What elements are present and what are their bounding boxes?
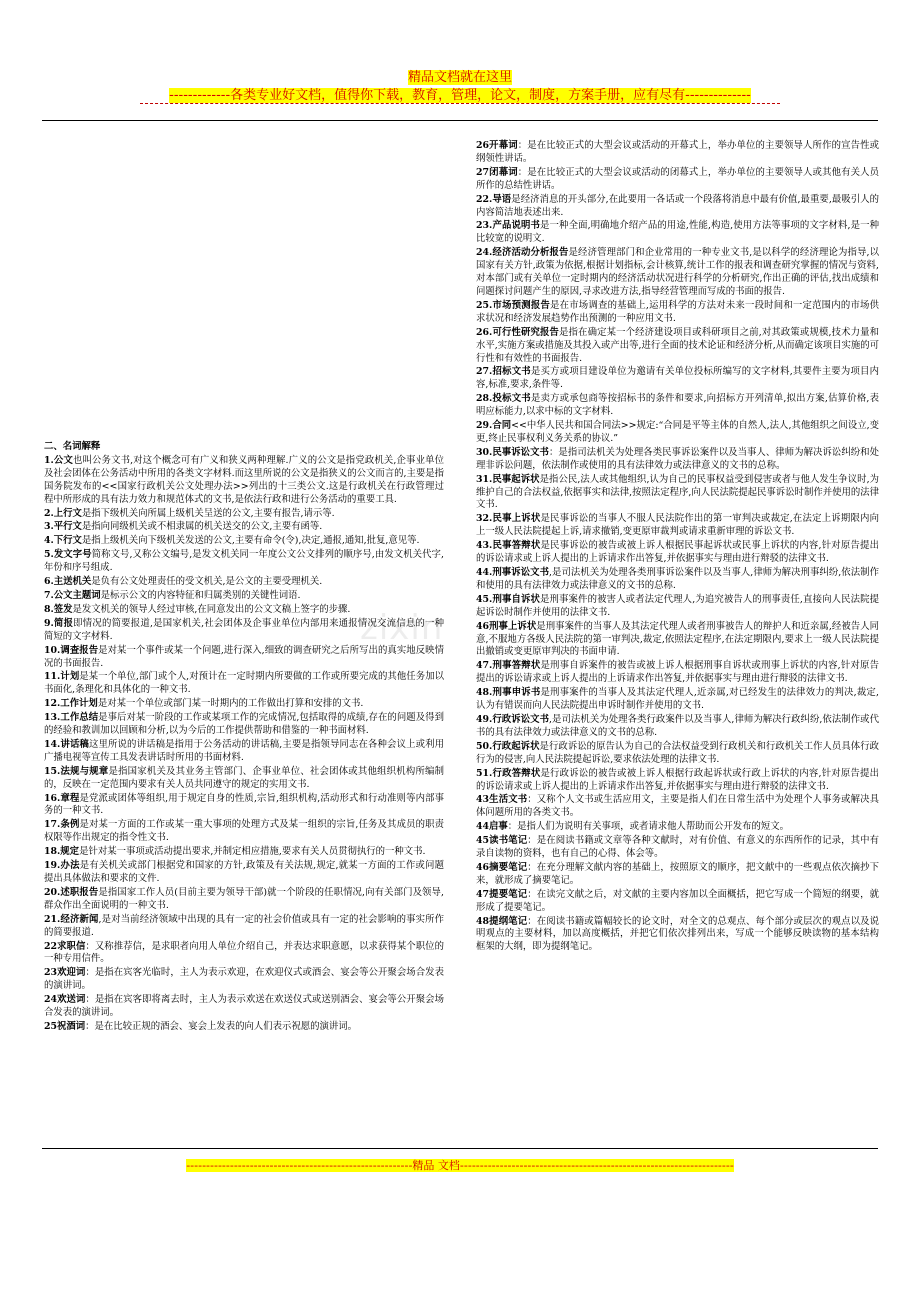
term-definition: ,是司法机关为处理各类行政案件以及当事人,律师为解决行政纠纷,依法制作或代书的具有法律效力或法律意义的文书的总称. [476, 713, 879, 738]
term-entry [476, 420, 879, 446]
term-label: 50.行政起诉状 [476, 740, 540, 752]
term-entry [44, 590, 444, 603]
term-label: 43生活文书 [476, 794, 528, 806]
term-entry [476, 621, 879, 660]
term-definition: ,是对当前经济领域中出现的具有一定的社会价值或具有一定的社会影响的事实所作的简要报道. [44, 913, 445, 938]
term-definition: ：是指司法机关为处理各类民事诉讼案件以及当事人、律师为解决诉讼纠纷和处理非诉讼问题，依法制作或使用的具有法律效力或法律意义的文书的总称。 [476, 446, 879, 471]
term-entry [44, 455, 444, 507]
term-definition: 是标示公文的内容特征和归属类别的关键性词语. [100, 589, 301, 601]
term-label: 12.工作计划 [44, 698, 98, 710]
term-label: 51.行政答辩状 [476, 767, 541, 779]
term-label: 4.下行文 [44, 535, 82, 547]
term-label: 16.章程 [44, 792, 80, 804]
term-entry [44, 671, 444, 697]
term-label: 43.民事答辩状 [476, 540, 541, 552]
term-label: 11.计划 [44, 671, 80, 683]
term-entry [476, 220, 879, 246]
term-label: 45读书笔记 [476, 835, 528, 847]
term-entry [44, 618, 444, 644]
term-label: 29.合同 [476, 420, 512, 432]
term-definition: ：在充分理解文献内容的基础上，按照原文的顺序，把文献中的一些观点依次摘抄下来，就形成了摘要笔记。 [476, 861, 879, 886]
term-definition: 这里所说的讲话稿是指用于公务活动的讲话稿,主要是指领导同志在各种会议上或利用广播电视等宣传工具发表讲话时所用的书面材料. [44, 738, 445, 763]
term-entry [476, 194, 879, 220]
term-definition: 是刑事案件的当事人及其法定代理人,近亲属,对已经发生的法律效力的判决,裁定,认为有错误而向人民法院提出申诉时制作并使用的文书. [476, 687, 879, 712]
term-label: 48提纲笔记 [476, 915, 528, 927]
term-entry [476, 889, 879, 915]
term-entry [476, 140, 879, 166]
term-definition: 是对某一个单位或部门某一时期内的工作做出打算和安排的文书. [97, 698, 364, 710]
term-label: 10.调查报告 [44, 644, 99, 656]
term-definition: ：是在比较正规的酒会、宴会上发表的向人们表示祝愿的演讲词。 [85, 1020, 358, 1032]
term-entry [44, 846, 444, 859]
term-label: 31.民事起诉状 [476, 473, 540, 485]
term-label: 24欢送词 [44, 994, 86, 1006]
term-entry [476, 474, 879, 513]
term-entry [44, 766, 444, 792]
term-label: 30.民事诉讼文书 [476, 446, 549, 458]
term-definition: 是经济管理部门和企业常用的一种专业文书,是以科学的经济理论为指导,以国家有关方针,政策为依据,根据计划指标,会计核算,统计工作的报表和调查研究掌握的情况与资料,对本部门或有关单位一定时期内的经济活动状况进行科学的分析研究,作出正确的评估,找出成绩和问题探讨问题产生的原因,寻求改进方法,指导经营管理而写成的书面的报告. [476, 247, 880, 297]
left-column [44, 441, 444, 1035]
term-definition: 是民事诉讼的被告或被上诉人根据民事起诉状或民事上诉状的内容,针对原告提出的诉讼请求或上诉人提出的上诉请求作出答复,并依据事实与理由进行辩驳的法律文书. [476, 540, 880, 565]
term-entry [44, 698, 444, 711]
term-label: 5.发文字号 [44, 549, 92, 561]
term-label: 19.办法 [44, 860, 80, 872]
term-entry [44, 521, 444, 534]
term-definition: 是党派或团体等组织,用于规定自身的性质,宗旨,组织机构,活动形式和行动准则等内部事务的一种文书. [44, 792, 444, 817]
term-definition: 是指下级机关向所属上级机关呈送的公文,主要有报告,请示等. [81, 507, 335, 519]
term-entry [44, 535, 444, 548]
term-entry [476, 300, 879, 326]
term-definition: ：是指人们为说明有关事项，或者请求他人帮助而公开发布的短文。 [507, 821, 790, 833]
term-definition: <<中华人民共和国合同法>>规定:“合同是平等主体的自然人,法人,其他组织之间设立,变更,终止民事权利义务关系的协议.” [476, 420, 879, 444]
term-definition: 简称文号,又称公文编号,是发文机关同一年度公文公文排列的顺序号,由发文机关代字,年份和序号组成. [44, 549, 444, 574]
term-label: 18.规定 [44, 846, 80, 858]
term-label: 13.工作总结 [44, 712, 99, 724]
term-definition: 是事后对某一阶段的工作或某项工作的完成情况,包括取得的成绩,存在的问题及得到的经验和教训加以回顾和分析,以为今后的工作提供帮助和借鉴的一种书面材料. [44, 712, 444, 737]
term-definition: 是行政诉讼的被告或被上诉人根据行政起诉状或行政上诉状的内容,针对原告提出的诉讼请求或上诉人提出的上诉请求作出答复,并依据事实与理由进行辩驳的法律文书. [476, 767, 880, 792]
term-entry [44, 967, 444, 993]
term-label: 3.平行文 [44, 521, 82, 533]
term-label: 9.简报 [44, 617, 74, 629]
term-label: 7.公文主题词 [44, 589, 101, 601]
right-column [476, 140, 879, 955]
term-label: 46刑事上诉状 [476, 620, 537, 632]
term-entry [44, 914, 444, 940]
term-label: 48.刑事申诉书 [476, 687, 541, 699]
term-entry [476, 366, 879, 392]
header-subtitle-text: -------------各类专业好文档，值得你下载，教育，管理，论文，制度，方案手册，应有尽有-------------- [169, 88, 751, 103]
term-entry [44, 1021, 444, 1034]
term-entry [476, 513, 879, 539]
term-definition: 是负有公文处理责任的受文机关,是公文的主要受理机关. [91, 576, 323, 588]
term-entry [44, 712, 444, 738]
term-entry [44, 739, 444, 765]
term-definition: 是指上级机关向下级机关发送的公文,主要有命令(令),决定,通报,通知,批复,意见等. [81, 535, 420, 547]
term-entry [44, 819, 444, 845]
term-entry [476, 768, 879, 794]
term-definition: 是民事诉讼的当事人不服人民法院作出的第一审判决或裁定,在法定上诉期限内向上一级人民法院提起上诉,请求撤销,变更原审裁判或请求重新审理的诉讼文书. [476, 513, 880, 538]
term-label: 22求职信 [44, 940, 86, 952]
section-title: 二、名词解释 [44, 441, 101, 452]
term-definition: ：在读完文献之后，对文献的主要内容加以全面概括，把它写成一个简短的纲要，就形成了提要笔记。 [476, 888, 879, 913]
term-definition: ：是指在宾客即将离去时，主人为表示欢送在欢送仪式或送别酒会、宴会等公开聚会场合发表的演讲词。 [44, 994, 444, 1019]
term-label: 26.可行性研究报告 [476, 326, 560, 338]
term-entry [476, 393, 879, 419]
term-entry [476, 862, 879, 888]
term-label: 47提要笔记 [476, 888, 528, 900]
term-label: 32.民事上诉状 [476, 513, 541, 525]
term-label: 27.招标文书 [476, 366, 531, 378]
term-entry [476, 447, 879, 473]
term-definition: 是对某一个事件或某一个问题,进行深入,细致的调查研究之后所写出的真实地反映情况的书面报告. [44, 644, 444, 669]
term-definition: 是刑事自诉案件的被告或被上诉人根据刑事自诉状或刑事上诉状的内容,针对原告提出的诉讼请求或上诉人提出的上诉请求作出答复,并依据事实与理由进行辩驳的法律文书. [476, 660, 880, 685]
header-title-text: 精品文档就在这里 [407, 70, 512, 85]
term-label: 28.投标文书 [476, 393, 531, 405]
term-entry [476, 687, 879, 713]
term-definition: 是有关机关或部门根据党和国家的方针,政策及有关法规,规定,就某一方面的工作或问题提出具体做法和要求的文件. [44, 860, 444, 884]
term-definition: 是经济消息的开头部分,在此要用一各话或一个段落将消息中最有价值,最重要,最吸引人的内容简洁地表述出来. [476, 193, 880, 218]
term-definition: ：是在比较正式的大型会议或活动的闭幕式上，举办单位的主要领导人或其他有关人员所作的总结性讲话。 [476, 166, 879, 191]
term-label: 8.签发 [44, 603, 73, 615]
term-definition: 是卖方或承包商等按招标书的条件和要求,向招标方开列清单,拟出方案,估算价格,表明应标能力,以求中标的文字材料. [476, 393, 879, 418]
term-label: 20.述职报告 [44, 886, 99, 898]
term-definition: 是发文机关的领导人经过审核,在同意发出的公文文稿上签字的步骤. [72, 603, 351, 615]
term-label: 6.主送机关 [44, 576, 92, 588]
term-label: 22.导语 [476, 193, 512, 205]
term-definition: 是刑事案件的被害人或者法定代理人,为追究被告人的刑事责任,直接向人民法院提起诉讼时制作并使用的法律文书. [476, 593, 880, 618]
term-label: 21.经济新闻 [44, 913, 99, 925]
term-entry [44, 576, 444, 589]
term-label: 46摘要笔记 [476, 861, 528, 873]
footer-text: ---------------------------------------------------------精品 文档--------------------------------------------------------------------- [186, 1159, 734, 1172]
term-label: 25.市场预测报告 [476, 299, 551, 311]
term-label: 27闭幕词 [476, 166, 518, 178]
term-label: 24.经济活动分析报告 [476, 247, 569, 259]
term-label: 15.法规与规章 [44, 765, 109, 777]
term-definition: 是指向同级机关或不相隶属的机关送交的公文,主要有函等. [81, 521, 323, 533]
term-label: 49.行政诉讼文书 [476, 713, 550, 725]
term-definition: 即情况的简要报道,是国家机关,社会团体及企事业单位内部用来通报情况交流信息的一种简短的文字材料. [44, 617, 444, 642]
term-entry [44, 508, 444, 521]
term-definition: ：是在比较正式的大型会议或活动的开幕式上，举办单位的主要领导人所作的宣告性或纲领性讲话。 [476, 140, 879, 164]
term-definition: ：是在阅读书籍或文章等各种文献时，对有价值、有意义的东西所作的记录，其中有录自读物的资料，也有自己的心得、体会等。 [476, 835, 879, 860]
term-entry [476, 821, 879, 834]
term-entry [476, 594, 879, 620]
term-entry [476, 794, 879, 820]
term-definition: 也叫公务文书,对这个概念可有广义和狭义两种理解.广义的公文是指党政机关,企事业单位及社会团体在公务活动中所用的各类文字材料.而这里所说的公文是指狭义的公文而言的,主要是指国务院发布的<<国家行政机关公文处理办法>>列出的十三类公文.这是行政机关在行政管理过程中所形成的具有法力效力和规范体式的文书,是依法行政和进行公务活动的重要工具. [44, 454, 444, 505]
term-label: 25祝酒词 [44, 1020, 86, 1032]
term-definition: ,是司法机关为处理各类刑事诉讼案件以及当事人,律师为解决刑事纠纷,依法制作和使用的具有法律效力或法律意义的文书的总称. [476, 567, 879, 591]
term-label: 26开幕词 [476, 140, 518, 151]
term-definition: 是指国家机关及其业务主管部门、企事业单位、社会团体或其他组织机构所编制的，反映在一定范围内要求有关人员共同遵守的规定的实用文书. [44, 765, 444, 790]
term-entry [476, 660, 879, 686]
term-definition: 是在市场调查的基础上,运用科学的方法对未来一段时间和一定范围内的市场供求状况和经济发展趋势作出预测的一种应用文书. [476, 299, 879, 324]
term-entry [476, 247, 879, 299]
term-label: 44.刑事诉讼文书 [476, 567, 550, 578]
term-definition: 是某一个单位,部门或个人,对预计在一定时期内所要做的工作或所要完成的其他任务加以书面化,条理化和具体化的一种文书. [44, 671, 445, 696]
term-definition: ：又称推荐信，是求职者向用人单位介绍自己，并表达求职意愿，以求获得某个职位的一种专用信件。 [44, 940, 444, 965]
term-label: 1.公文 [44, 454, 73, 466]
term-entry [44, 793, 444, 819]
term-label: 47.刑事答辩状 [476, 660, 541, 672]
term-label: 23欢迎词 [44, 967, 86, 979]
header-title [0, 66, 920, 85]
header-dashed-divider [140, 103, 780, 104]
term-definition: 是指国家工作人员(目前主要为领导干部)就一个阶段的任职情况,向有关部门及领导,群众作出全面说明的一种文书. [44, 886, 445, 911]
term-definition: 是行政诉讼的原告认为自己的合法权益受到行政机关和行政机关工作人员具体行政行为的侵害,向人民法院提起诉讼,要求依法处理的法律文书. [476, 740, 879, 765]
term-definition: 是一种全面,明确地介绍产品的用途,性能,构造,使用方法等事项的文字材料,是一种比较宽的说明文. [476, 220, 880, 245]
term-entry [44, 994, 444, 1020]
term-label: 45.刑事自诉状 [476, 593, 541, 605]
term-definition: ：在阅读书籍或篇幅较长的论文时，对全文的总观点、每个部分或层次的观点以及说明观点的主要材料，加以高度概括，并把它们依次排列出来，写成一个能够反映读物的基本结构框架的大纲，即为提纲笔记。 [476, 915, 879, 953]
term-entry [44, 645, 444, 671]
term-label: 44启事 [476, 821, 508, 833]
right-term-list [476, 140, 879, 954]
term-label: 14.讲话稿 [44, 738, 89, 750]
term-definition: 是对某一方面的工作或某一重大事项的处理方式及某一组织的宗旨,任务及其成员的职责权限等作出规定的指令性文书. [44, 819, 445, 844]
watermark: zixin [360, 608, 444, 648]
term-definition: ：又称个人文书或生活应用文，主要是指人们在日常生活中为处理个人事务或解决具体问题所用的各类文书。 [476, 794, 879, 819]
term-definition: 是针对某一事项或活动提出要求,并制定相应措施,要求有关人员贯彻执行的一种文书. [79, 846, 426, 858]
term-label: 17.条例 [44, 819, 80, 831]
term-entry [44, 604, 444, 617]
term-definition: ：是指在宾客光临时，主人为表示欢迎，在欢迎仪式或酒会、宴会等公开聚会场合发表的演讲词。 [44, 967, 444, 992]
term-entry [44, 887, 444, 913]
term-label: 2.上行文 [44, 507, 82, 519]
term-entry [476, 167, 879, 193]
term-entry [476, 540, 879, 566]
header-subtitle [0, 84, 920, 103]
term-entry [476, 916, 879, 955]
term-definition: 是买方或项目建设单位为邀请有关单位投标所编写的文字材料,其要件主要为项目内容,标准,要求,条件等. [476, 366, 880, 391]
term-entry [476, 714, 879, 740]
header-rule [42, 120, 878, 121]
term-entry [476, 835, 879, 861]
term-entry [44, 860, 444, 886]
term-definition: 是刑事案件的当事人及其法定代理人或者刑事被告人的辩护人和近亲属,经被告人同意,不服地方各级人民法院的第一审判决,裁定,依照法定程序,在法定期限内,要求上一级人民法院提出撤销或变更原审判决的书面申请. [476, 620, 880, 658]
left-term-list [44, 455, 444, 1034]
term-entry [44, 941, 444, 967]
term-entry [476, 327, 879, 366]
footer-rule [42, 1148, 878, 1149]
term-entry [476, 741, 879, 767]
term-entry [44, 549, 444, 575]
term-definition: 是指在确定某一个经济建设项目或科研项目之前,对其政策或规模,技术力量和水平,实施方案或措施及其投入或产出等,进行全面的技术论证和经济分析,从而确定该项目实施的可行性和有效性的书面报告. [476, 326, 879, 364]
term-label: 23.产品说明书 [476, 220, 541, 232]
term-entry [476, 567, 879, 593]
term-definition: 是指公民,法人或其他组织,认为自己的民事权益受到侵害或者与他人发生争议时,为维护自己的合法权益,依据事实和法律,按照法定程序,向人民法院提起民事诉讼时制作并使用的法律文书. [476, 473, 879, 511]
footer [0, 1157, 920, 1173]
